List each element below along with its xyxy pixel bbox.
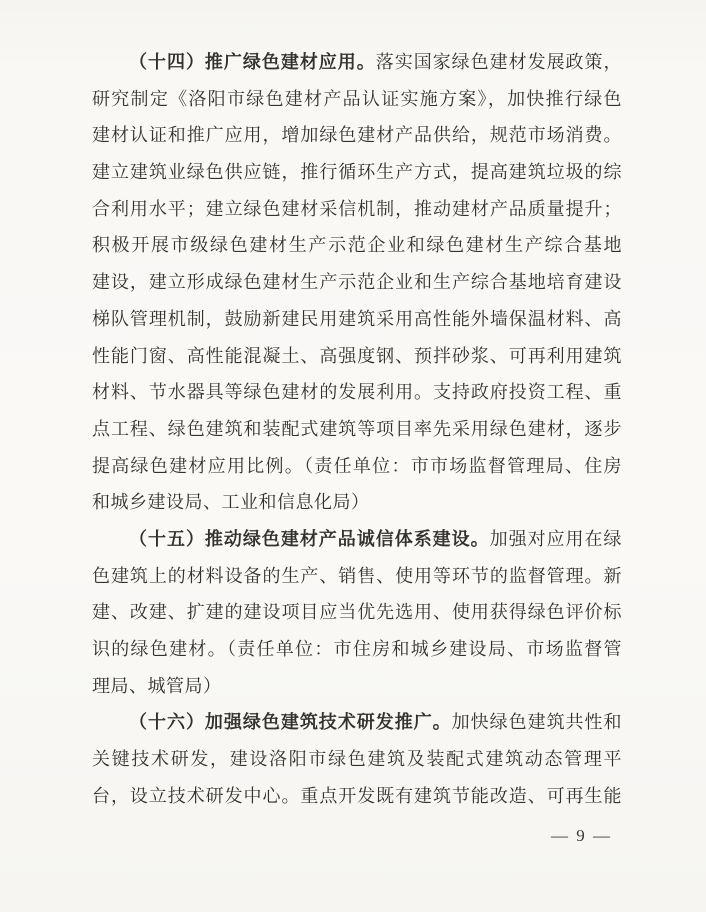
paragraph-heading: （十六）加强绿色建筑技术研发推广。	[129, 712, 452, 733]
text-line	[92, 594, 622, 631]
paragraph-heading: （十四）推广绿色建材应用。	[129, 52, 376, 72]
text-line	[92, 704, 622, 741]
text-line-content: 建材认证和推广应用，增加绿色建材产品供给，规范市场消费。	[92, 125, 622, 146]
text-line-content: 理局、城管局）	[92, 675, 222, 696]
text-line-content: 积极开展市级绿色建材生产示范企业和绿色建材生产综合基地	[92, 235, 622, 256]
text-line-content: 性能门窗、高性能混凝土、高强度钢、预拌砂浆、可再利用建筑	[92, 345, 622, 366]
text-line	[92, 668, 622, 705]
paragraph-heading: （十五）推动绿色建材产品诚信体系建设。	[129, 528, 490, 549]
text-line	[92, 227, 622, 264]
text-line	[92, 374, 622, 411]
text-line	[92, 338, 622, 375]
text-line-content: 加快绿色建筑共性和	[451, 712, 623, 733]
text-line-content: 研究制定《洛阳市绿色建材产品认证实施方案》，加快推行绿色	[92, 88, 622, 109]
text-line-content: 落实国家绿色建材发展政策，	[375, 52, 623, 72]
document-body-text	[92, 44, 622, 814]
text-line-content: 加强对应用在绿	[489, 528, 623, 549]
text-line	[92, 558, 622, 595]
text-line-content: 梯队管理机制，鼓励新建民用建筑采用高性能外墙保温材料、高	[92, 308, 622, 329]
text-line-content: 合利用水平；建立绿色建材采信机制，推动建材产品质量提升；	[92, 198, 622, 219]
text-line	[92, 117, 622, 154]
text-line	[92, 44, 622, 81]
text-line	[92, 778, 622, 815]
text-line-content: 和城乡建设局、工业和信息化局）	[92, 492, 370, 513]
text-line	[92, 521, 622, 558]
text-line	[92, 154, 622, 191]
text-line	[92, 301, 622, 338]
text-line-content: 建设，建立形成绿色建材生产示范企业和生产综合基地培育建设	[92, 272, 622, 293]
text-line	[92, 741, 622, 778]
text-line	[92, 411, 622, 448]
text-line-content: 色建筑上的材料设备的生产、销售、使用等环节的监督管理。新	[92, 565, 622, 586]
text-line-content: 提高绿色建材应用比例。（责任单位：市市场监督管理局、住房	[92, 455, 622, 476]
text-line	[92, 264, 622, 301]
text-line-content: 点工程、绿色建筑和装配式建筑等项目率先采用绿色建材，逐步	[92, 418, 622, 439]
text-line-content: 识的绿色建材。（责任单位：市住房和城乡建设局、市场监督管	[92, 639, 622, 659]
text-line-content: 材料、节水器具等绿色建材的发展利用。支持政府投资工程、重	[92, 382, 622, 403]
text-line-content: 关键技术研发，建设洛阳市绿色建筑及装配式建筑动态管理平	[92, 749, 622, 770]
text-line	[92, 631, 622, 668]
text-line	[92, 448, 622, 485]
page-number: — 9 —	[551, 826, 612, 845]
text-line-content: 台，设立技术研发中心。重点开发既有建筑节能改造、可再生能	[92, 785, 622, 806]
text-line	[92, 191, 622, 228]
text-line	[92, 81, 622, 118]
text-line	[92, 484, 622, 521]
text-line-content: 建立建筑业绿色供应链，推行循环生产方式，提高建筑垃圾的综	[92, 162, 622, 183]
text-line-content: 建、改建、扩建的建设项目应当优先选用、使用获得绿色评价标	[92, 602, 622, 623]
